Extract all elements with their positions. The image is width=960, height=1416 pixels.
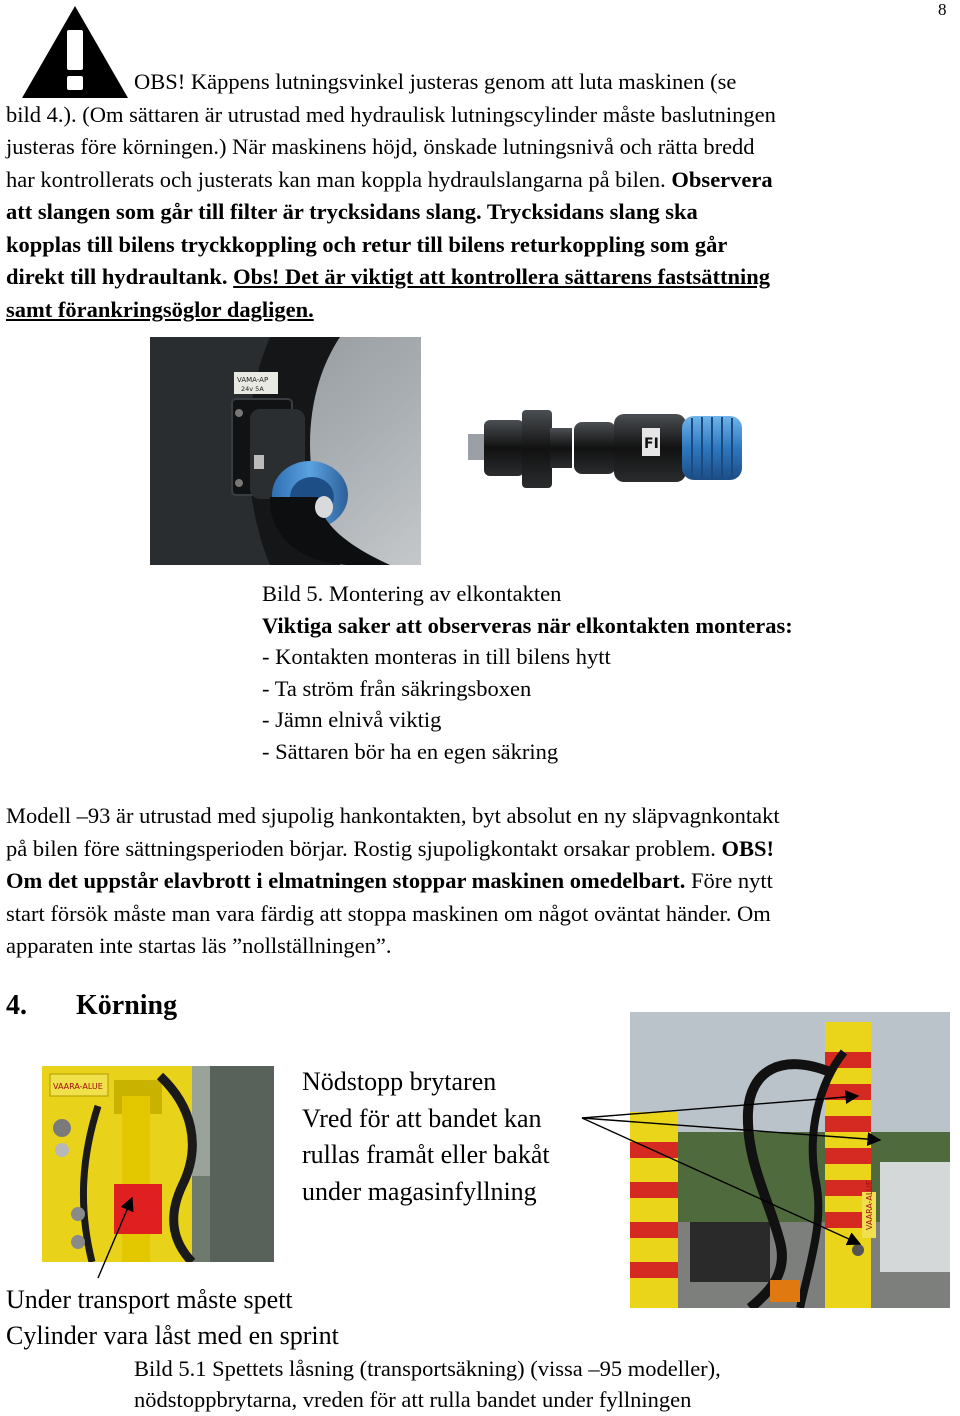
callout-line: Under transport måste spett xyxy=(6,1285,293,1314)
bild51-caption-line-2: nödstoppbrytarna, vreden för att rulla bandet under fyllningen xyxy=(134,1387,692,1412)
intro-line-1: OBS! Käppens lutningsvinkel justeras genom att luta maskinen (se xyxy=(134,69,737,94)
callout-arrow xyxy=(582,1118,860,1244)
device-label-line-2: 24v 5A xyxy=(241,385,264,393)
bild5-caption: Bild 5. Montering av elkontakten xyxy=(262,581,562,606)
bild51-caption-line-1: Bild 5.1 Spettets låsning (transportsäkning) (vissa –95 modeller), xyxy=(134,1356,721,1381)
callout-line: Cylinder vara låst med en sprint xyxy=(6,1321,339,1350)
callout-arrow xyxy=(98,1198,132,1278)
bild5-item: - Ta ström från säkringsboxen xyxy=(262,675,532,701)
intro-line-7-text: direkt till hydraultank. xyxy=(6,264,234,289)
callout-arrow xyxy=(582,1118,880,1140)
callout-line: Vred för att bandet kan xyxy=(302,1103,542,1133)
intro-line-3: justeras före körningen.) När maskinens höjd, önskade lutningsnivå och rätta bredd xyxy=(6,134,755,159)
intro-line-4-bold: Observera xyxy=(665,166,773,192)
intro-line-7-underlined: Obs! Det är viktigt att kontrollera sättarens fastsättning xyxy=(233,264,770,289)
callout-right xyxy=(302,1064,550,1210)
section-number: 4. xyxy=(6,990,27,1021)
connector-logo: FI xyxy=(644,436,659,452)
bild5-item: - Kontakten monteras in till bilens hytt xyxy=(262,644,611,669)
danger-sign: VAARA-ALUE xyxy=(53,1082,103,1091)
modell-line-3-text: Före nytt xyxy=(685,868,773,893)
modell-line-4: start försök måste man vara färdig att stoppa maskinen om något oväntat händer. Om xyxy=(6,900,771,926)
callout-line: under magasinfyllning xyxy=(302,1176,537,1206)
callout-arrow xyxy=(582,1096,858,1118)
bild5-item: - Sättaren bör ha en egen säkring xyxy=(262,738,559,764)
modell-line-2-bold: OBS! xyxy=(721,835,775,861)
modell-line-1: Modell –93 är utrustad med sjupolig hankontakten, byt absolut en ny släpvagnkontakt xyxy=(6,803,780,828)
device-label-line-1: VAMA-AP xyxy=(237,376,269,384)
intro-line-8: samt förankringsöglor dagligen. xyxy=(6,296,314,322)
intro-line-2: bild 4.). (Om sättaren är utrustad med hydraulisk lutningscylinder måste baslutningen xyxy=(6,101,776,127)
bild51-caption xyxy=(134,1353,721,1415)
intro-line-4-text: har kontrollerats och justerats kan man koppla hydraulslangarna på bilen. xyxy=(6,166,666,192)
callout-line: Nödstopp brytaren xyxy=(302,1067,497,1096)
bild5-subheading: Viktiga saker att observeras när elkontakten monteras: xyxy=(262,612,793,638)
modell-line-2-text: på bilen före sättningsperioden börjar. Rostig sjupoligkontakt orsakar problem. xyxy=(6,835,722,861)
intro-line-5: att slangen som går till filter är trycksidans slang. Trycksidans slang ska xyxy=(6,199,698,224)
page-number: 8 xyxy=(938,0,947,19)
section-title: Körning xyxy=(76,990,178,1021)
modell-line-3-bold: Om det uppstår elavbrott i elmatningen stoppar maskinen omedelbart. xyxy=(6,868,686,893)
bild5-item: - Jämn elnivå viktig xyxy=(262,707,442,732)
callout-left xyxy=(6,1282,339,1354)
modell-line-5: apparaten inte startas läs ”nollställningen”. xyxy=(6,933,392,958)
callout-line: rullas framåt eller bakåt xyxy=(302,1140,550,1169)
danger-sign: VAARA-ALUE xyxy=(865,1180,874,1230)
intro-line-6: kopplas till bilens tryckkoppling och retur till bilens returkoppling som går xyxy=(6,231,728,257)
